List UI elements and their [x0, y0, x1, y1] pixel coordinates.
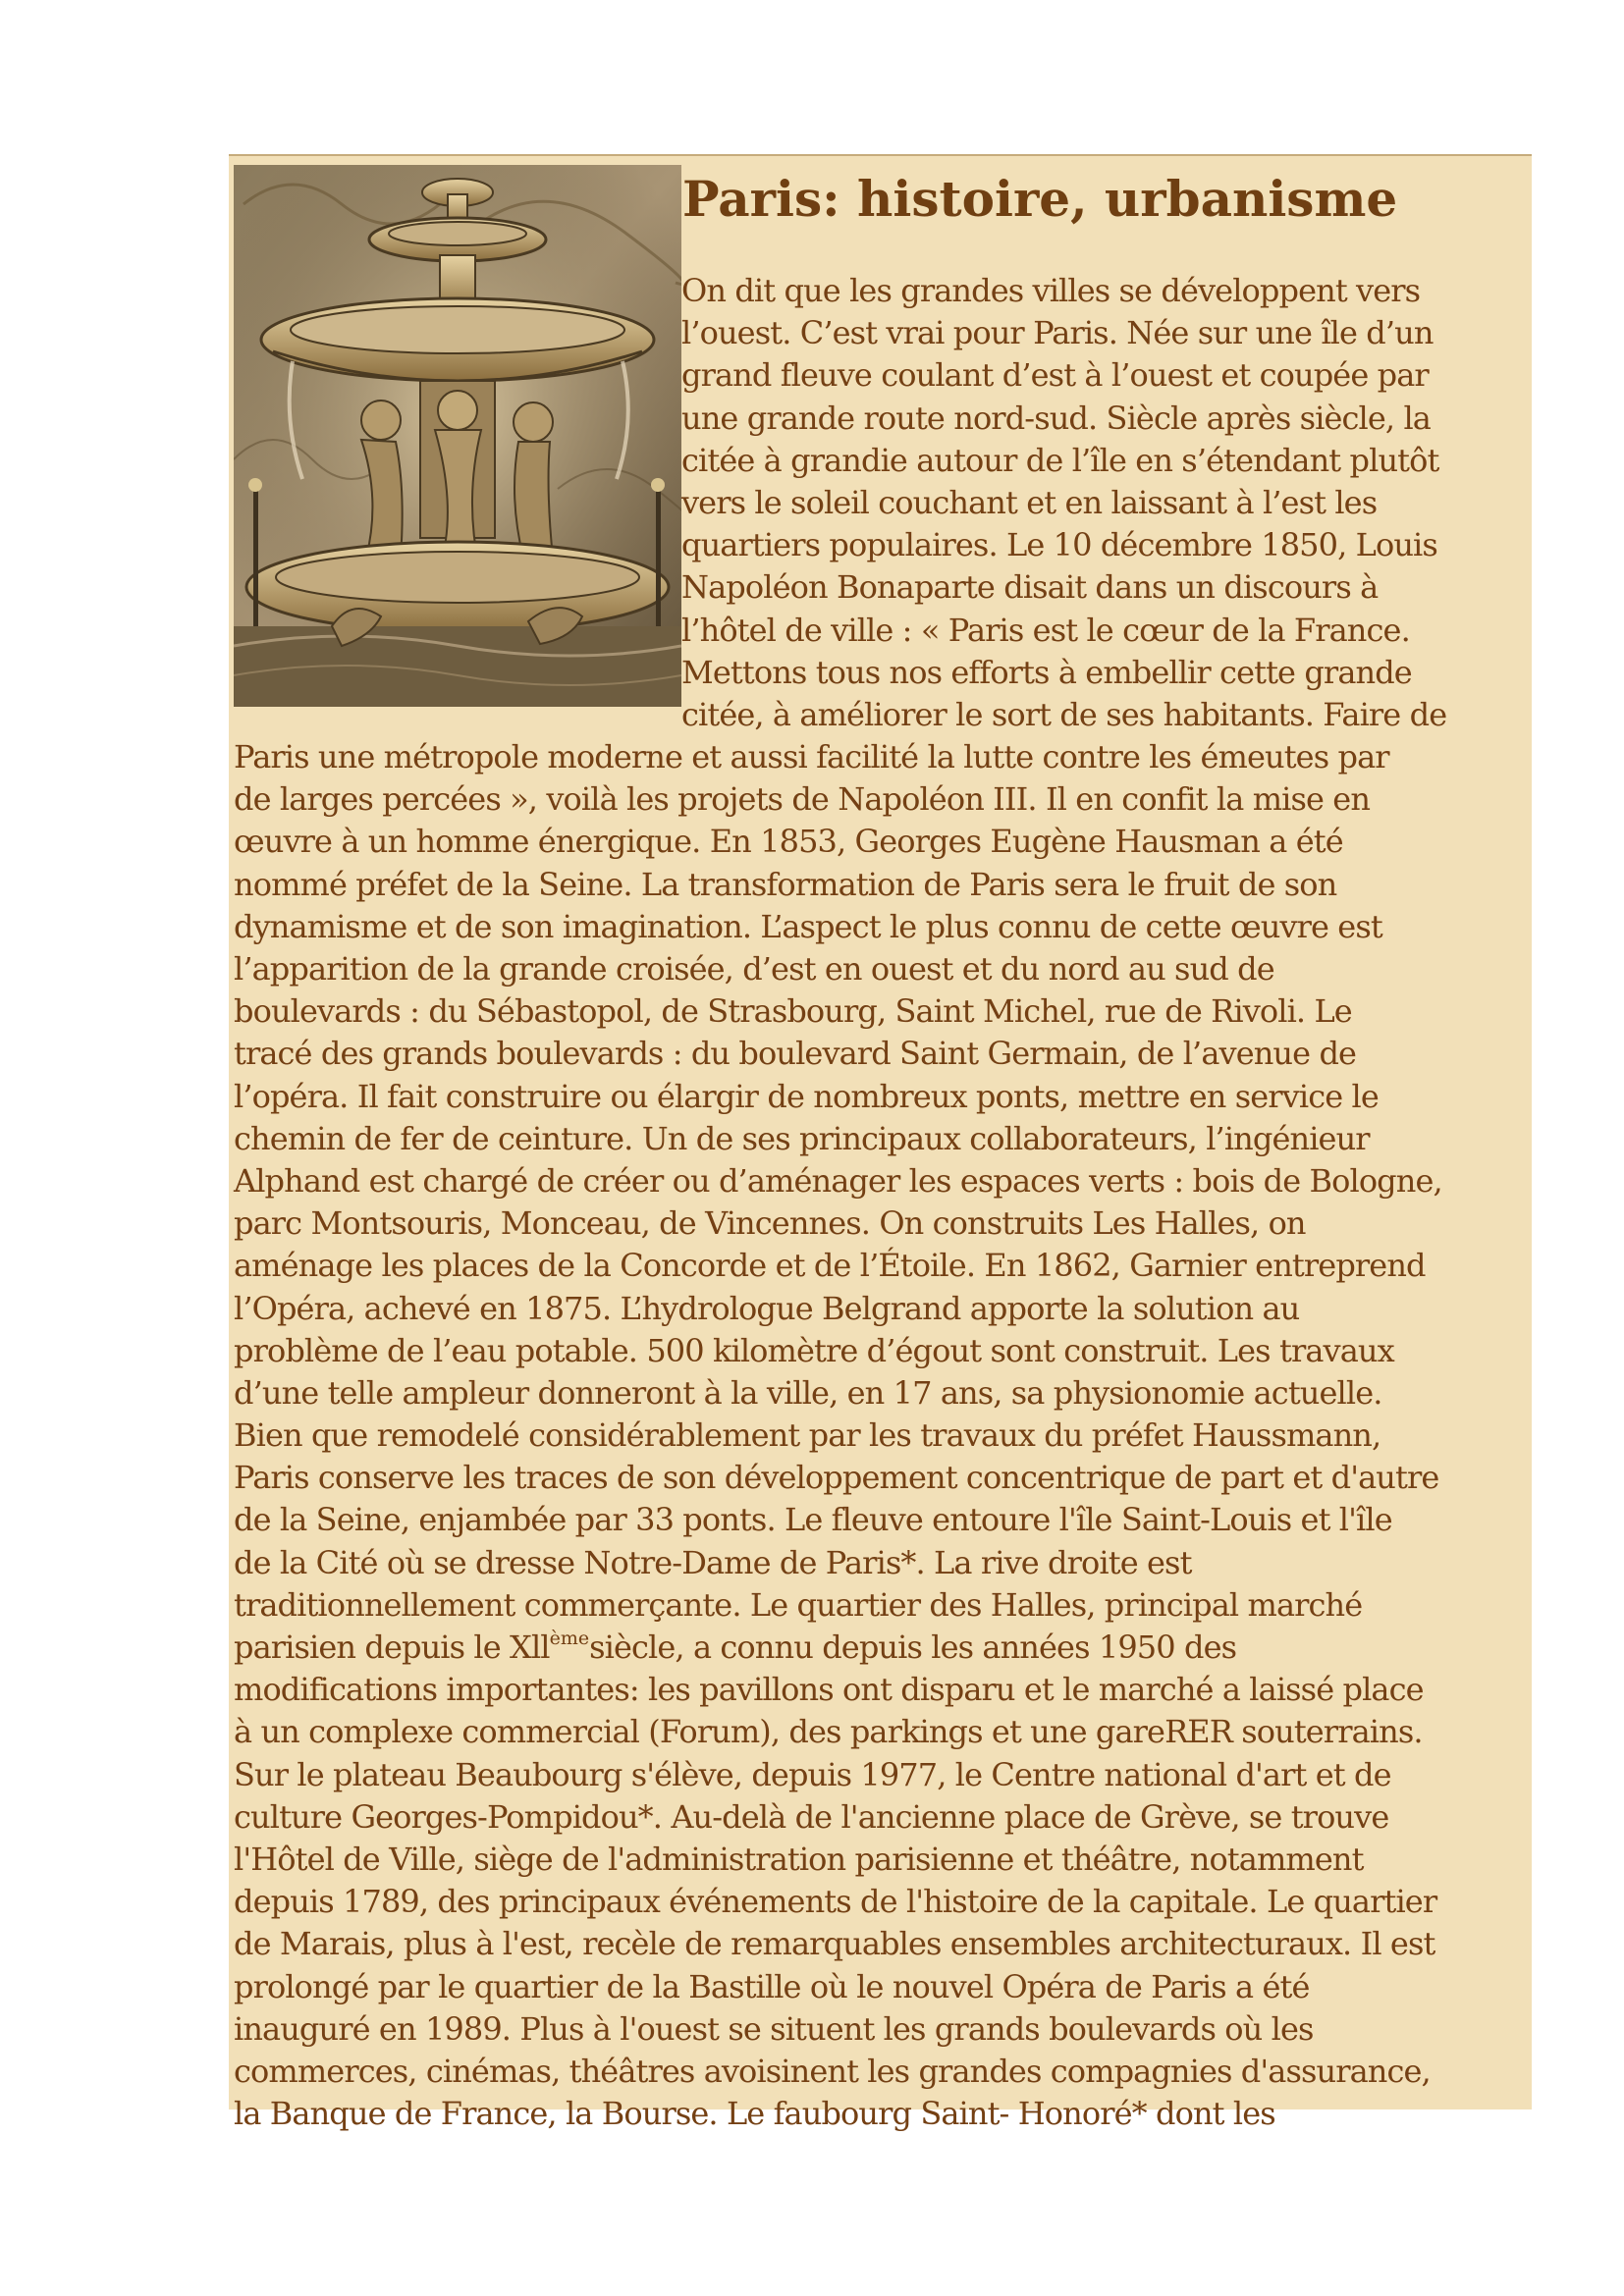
text-line: Sur le plateau Beaubourg s'élève, depuis 1977, le Centre national d'art et de — [234, 1755, 1391, 1793]
text-line: nommé préfet de la Seine. La transformation de Paris sera le fruit de son — [234, 865, 1337, 903]
text-line: d’une telle ampleur donneront à la ville, en 17 ans, sa physionomie actuelle. — [234, 1373, 1382, 1412]
text-line: l’Opéra, achevé en 1875. L’hydrologue Belgrand apporte la solution au — [234, 1289, 1300, 1327]
text-line: l’opéra. Il fait construire ou élargir de nombreux ponts, mettre en service le — [234, 1077, 1379, 1115]
text-line: chemin de fer de ceinture. Un de ses principaux collaborateurs, l’ingénieur — [234, 1119, 1370, 1157]
text-line: problème de l’eau potable. 500 kilomètre d’égout sont construit. Les travaux — [234, 1331, 1394, 1369]
text-line: modifications importantes: les pavillons ont disparu et le marché a laissé place — [234, 1671, 1424, 1709]
text-line: une grande route nord-sud. Siècle après siècle, la — [681, 399, 1431, 437]
text-line: grand fleuve coulant d’est à l’ouest et coupée par — [681, 356, 1429, 395]
text-line: dynamisme et de son imagination. L’aspect le plus connu de cette œuvre est — [234, 907, 1382, 945]
text-line-start: parisien depuis le Xll — [234, 1629, 550, 1666]
text-line: de Marais, plus à l'est, recèle de remarquables ensembles architecturaux. Il est — [234, 1925, 1435, 1963]
body-text — [234, 270, 1532, 2135]
text-line: œuvre à un homme énergique. En 1853, Georges Eugène Hausman a été — [234, 823, 1343, 861]
text-line: traditionnellement commerçante. Le quartier des Halles, principal marché — [234, 1585, 1363, 1624]
text-line — [234, 1627, 1532, 1669]
text-line: Paris conserve les traces de son développement concentrique de part et d'autre — [234, 1459, 1439, 1497]
text-line: citée à grandie autour de l’île en s’étendant plutôt — [681, 441, 1439, 479]
text-line: l’ouest. C’est vrai pour Paris. Née sur une île d’un — [681, 314, 1434, 352]
page-title: Paris: histoire, urbanisme — [682, 170, 1398, 228]
text-line: tracé des grands boulevards : du boulevard Saint Germain, de l’avenue de — [234, 1035, 1357, 1073]
text-line: culture Georges-Pompidou*. Au-delà de l'ancienne place de Grève, se trouve — [234, 1797, 1389, 1836]
text-line: la Banque de France, la Bourse. Le faubourg Saint- Honoré* dont les — [234, 2095, 1275, 2133]
text-line: Alphand est chargé de créer ou d’aménager les espaces verts : bois de Bologne, — [234, 1161, 1442, 1200]
text-line: Napoléon Bonaparte disait dans un discours à — [681, 568, 1379, 607]
text-line: inauguré en 1989. Plus à l'ouest se situent les grands boulevards où les — [234, 2009, 1314, 2048]
text-line: prolongé par le quartier de la Bastille où le nouvel Opéra de Paris a été — [234, 1967, 1310, 2005]
text-line: depuis 1789, des principaux événements de l'histoire de la capitale. Le quartier — [234, 1883, 1437, 1921]
text-line: l'Hôtel de Ville, siège de l'administration parisienne et théâtre, notamment — [234, 1840, 1364, 1878]
text-line: On dit que les grandes villes se développent vers — [681, 272, 1421, 309]
text-line: commerces, cinémas, théâtres avoisinent les grandes compagnies d'assurance, — [234, 2052, 1431, 2090]
text-line: de la Seine, enjambée par 33 ponts. Le fleuve entoure l'île Saint-Louis et l'île — [234, 1501, 1392, 1539]
text-line: de larges percées », voilà les projets de Napoléon III. Il en confit la mise en — [234, 780, 1371, 819]
text-line: quartiers populaires. Le 10 décembre 1850, Louis — [681, 526, 1437, 564]
ordinal-superscript: ème — [549, 1628, 590, 1649]
text-line: Bien que remodelé considérablement par les travaux du préfet Haussmann, — [234, 1416, 1381, 1455]
text-line: Mettons tous nos efforts à embellir cette grande — [681, 653, 1412, 691]
text-line: de la Cité où se dresse Notre-Dame de Paris*. La rive droite est — [234, 1543, 1192, 1581]
text-line: l’hôtel de ville : « Paris est le cœur de la France. — [681, 611, 1410, 649]
text-line: vers le soleil couchant et en laissant à l’est les — [681, 483, 1378, 521]
text-line: aménage les places de la Concorde et de l’Étoile. En 1862, Garnier entreprend — [234, 1247, 1426, 1285]
text-line: parc Montsouris, Monceau, de Vincennes. On construits Les Halles, on — [234, 1204, 1306, 1243]
text-line: Paris une métropole moderne et aussi facilité la lutte contre les émeutes par — [234, 738, 1389, 776]
text-line: citée, à améliorer le sort de ses habitants. Faire de — [681, 695, 1447, 733]
text-line: à un complexe commercial (Forum), des parkings et une gareRER souterrains. — [234, 1713, 1423, 1751]
text-line: l’apparition de la grande croisée, d’est en ouest et du nord au sud de — [234, 950, 1274, 988]
text-line-end: siècle, a connu depuis les années 1950 des — [589, 1629, 1237, 1666]
text-line: boulevards : du Sébastopol, de Strasbourg, Saint Michel, rue de Rivoli. Le — [234, 992, 1352, 1031]
